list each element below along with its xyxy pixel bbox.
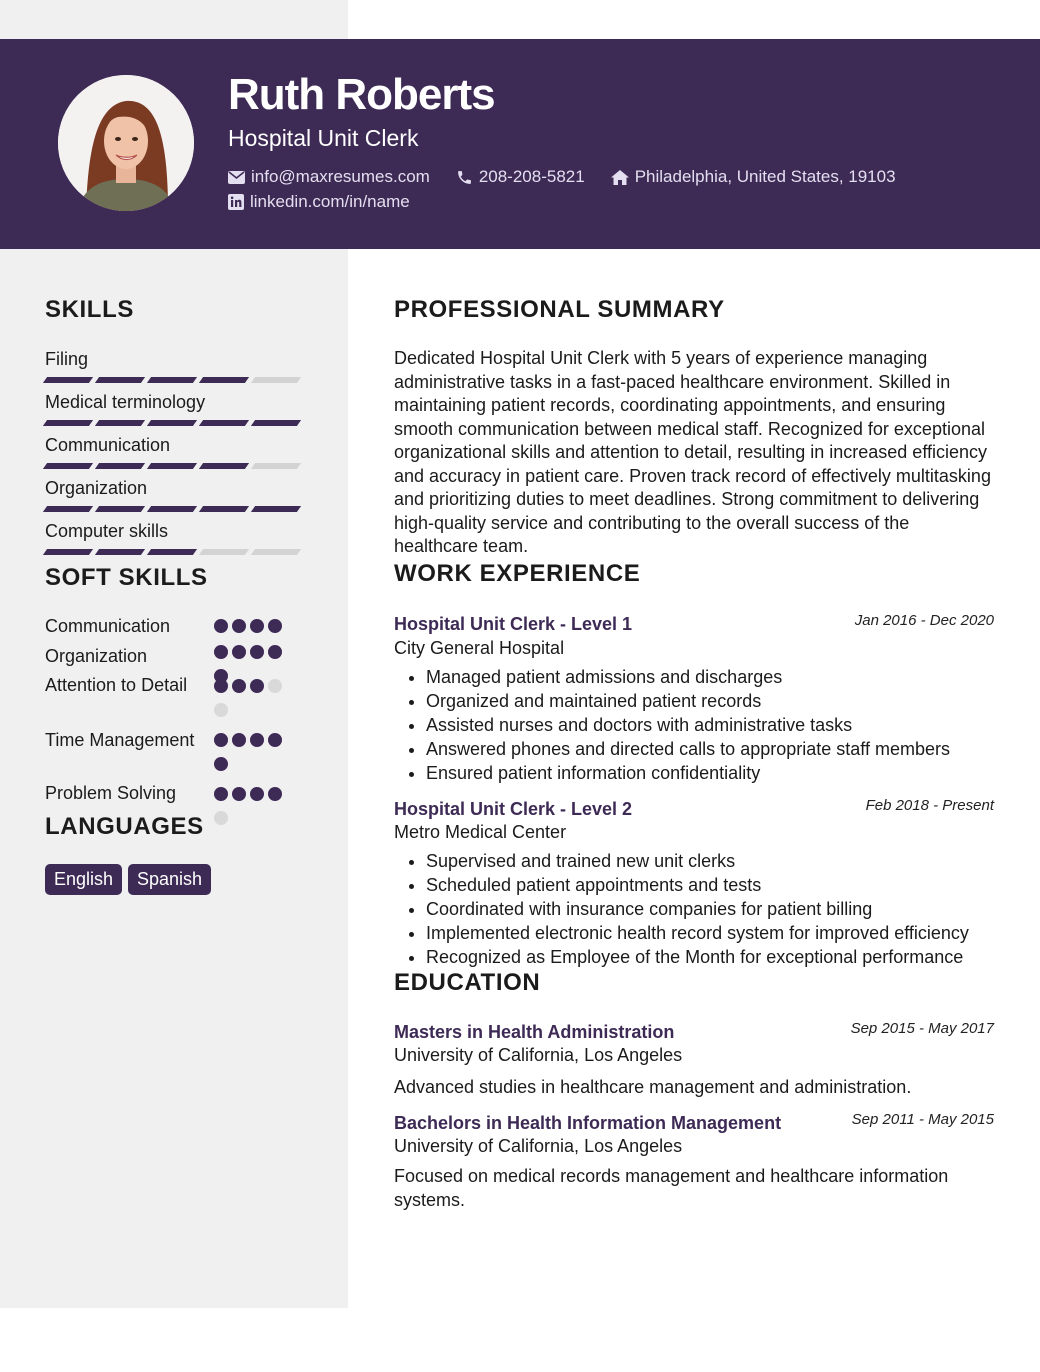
experience-heading: WORK EXPERIENCE [394,560,641,587]
skill-bar-segment [43,506,93,512]
skill-bar-segment [43,420,93,426]
rating-dot [250,679,264,693]
rating-dot [232,679,246,693]
skill-bar-segment [43,377,93,383]
soft-skill-dots [214,787,294,825]
rating-dot [250,645,264,659]
location-text: Philadelphia, United States, 19103 [634,167,896,186]
skill-bar-segment [251,377,301,383]
skill-bar [45,420,299,426]
rating-dot [214,757,228,771]
language-badge: Spanish [128,864,211,895]
contact-row [228,167,896,187]
skills-heading: SKILLS [45,296,134,323]
skill-bar-segment [95,420,145,426]
list-item: • Scheduled patient appointments and tests [426,873,1036,897]
soft-skill-label: Problem Solving [45,783,177,803]
soft-skill-label: Communication [45,616,171,636]
skill-bar-segment [43,549,93,555]
rating-dot [268,787,282,801]
skill-bar-segment [95,377,145,383]
rating-dot [214,645,228,659]
skill-bar-segment [251,549,301,555]
skill-bar-segment [147,549,197,555]
contact-row-2 [228,192,410,212]
soft-skill-dots [214,679,294,717]
phone-icon [456,169,473,186]
skill-bar-segment [199,506,249,512]
rating-dot [232,787,246,801]
education-heading: EDUCATION [394,969,541,996]
list-item: • Implemented electronic health record system for improved efficiency [426,921,1036,945]
skill-bar-segment [199,377,249,383]
profile-photo [58,75,194,211]
rating-dot [214,811,228,825]
soft-skill-label: Attention to Detail [45,675,188,695]
rating-dot [232,733,246,747]
list-item: • Assisted nurses and doctors with administrative tasks [426,713,1036,737]
language-badge: English [45,864,122,895]
skill-bar-segment [251,420,301,426]
home-icon [611,170,629,185]
soft-skill-label: Organization [45,646,148,666]
skill-bar-segment [251,506,301,512]
list-item: • Managed patient admissions and discharges [426,665,1036,689]
phone-number[interactable]: 208-208-5821 [478,167,585,186]
rating-dot [214,787,228,801]
job-position-title: Hospital Unit Clerk - Level 1 [394,614,633,634]
skill-bar-segment [199,420,249,426]
rating-dot [214,733,228,747]
rating-dot [250,733,264,747]
job-bullets [394,849,1036,969]
education-date: Sep 2015 - May 2017 [850,1020,994,1037]
soft-skill-dots [214,619,294,633]
list-item: • Supervised and trained new unit clerks [426,849,1036,873]
education-description: Advanced studies in healthcare management and administration. [394,1077,912,1097]
soft-skill-dots [214,733,294,771]
linkedin-icon [228,194,244,210]
degree-title: Masters in Health Administration [394,1022,675,1042]
list-item: • Organized and maintained patient records [426,689,1036,713]
skill-bar-segment [147,420,197,426]
rating-dot [214,619,228,633]
job-date: Feb 2018 - Present [865,797,994,814]
company-name: City General Hospital [394,638,565,658]
job-position-title: Hospital Unit Clerk - Level 2 [394,799,633,819]
candidate-name: Ruth Roberts [228,70,495,119]
list-item: • Answered phones and directed calls to appropriate staff members [426,737,1036,761]
company-name: Metro Medical Center [394,822,567,842]
skill-bar-segment [95,463,145,469]
email-link[interactable]: info@maxresumes.com [251,167,430,186]
school-name: University of California, Los Angeles [394,1045,683,1065]
soft-skills-heading: SOFT SKILLS [45,564,208,591]
languages-heading: LANGUAGES [45,813,204,840]
skill-bar-segment [147,506,197,512]
skill-label: Organization [45,478,148,498]
rating-dot [268,679,282,693]
skill-bar-segment [43,463,93,469]
skill-bar-segment [199,549,249,555]
list-item: • Coordinated with insurance companies for patient billing [426,897,1036,921]
envelope-icon [228,171,245,184]
rating-dot [268,619,282,633]
skill-bar-segment [199,463,249,469]
skill-bar-segment [147,377,197,383]
linkedin-link[interactable]: linkedin.com/in/name [250,192,410,211]
job-date: Jan 2016 - Dec 2020 [854,612,994,629]
rating-dot [268,645,282,659]
skill-bar [45,506,299,512]
education-date: Sep 2011 - May 2015 [851,1111,994,1128]
rating-dot [232,645,246,659]
skill-bar-segment [95,549,145,555]
list-item: • Ensured patient information confidentiality [426,761,1036,785]
school-name: University of California, Los Angeles [394,1136,683,1156]
summary-text: Dedicated Hospital Unit Clerk with 5 years of experience managing administrative tasks in a fast-paced healthcare environment. Skilled in maintaining patient records, coordinating appointments, and ensuring smooth communication between medical staff. Recognized for exceptional organizational skills and attention to detail, resulting in increased efficiency and accuracy in patient care. Proven track record of effectively multitasking and prioritizing duties to meet deadlines. Strong commitment to delivering high-quality service and contributing to the overall success of the healthcare team. [394,348,991,556]
skill-bar-segment [251,463,301,469]
rating-dot [250,619,264,633]
job-title: Hospital Unit Clerk [228,125,419,151]
rating-dot [232,619,246,633]
rating-dot [250,787,264,801]
skill-bar [45,377,299,383]
job-bullets [394,665,1036,785]
education-description: Focused on medical records management and healthcare information systems. [394,1166,949,1210]
skill-label: Communication [45,435,171,455]
rating-dot [214,703,228,717]
rating-dot [214,679,228,693]
soft-skill-dots [214,645,294,683]
skill-bar-segment [147,463,197,469]
summary-heading: PROFESSIONAL SUMMARY [394,296,725,323]
degree-title: Bachelors in Health Information Management [394,1113,782,1133]
list-item: • Recognized as Employee of the Month for exceptional performance [426,945,1036,969]
rating-dot [268,733,282,747]
skill-label: Computer skills [45,521,169,541]
skill-bar-segment [95,506,145,512]
skill-bar [45,463,299,469]
skill-label: Filing [45,349,89,369]
skill-bar [45,549,299,555]
skill-label: Medical terminology [45,392,206,412]
resume-header [0,39,1040,249]
soft-skill-label: Time Management [45,730,195,750]
